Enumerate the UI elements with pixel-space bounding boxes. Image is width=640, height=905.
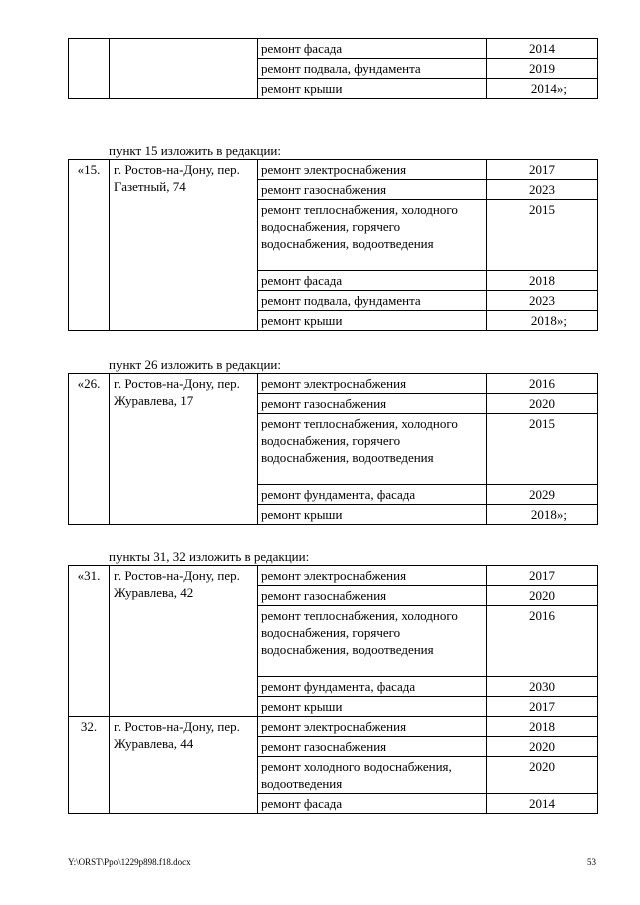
year-cell: 2014 xyxy=(487,39,598,59)
work-cell: ремонт крыши xyxy=(258,697,487,717)
work-cell: ремонт газоснабжения xyxy=(258,586,487,606)
work-cell: ремонт фасада xyxy=(258,39,487,59)
table-section-26 xyxy=(68,373,598,525)
work-cell: ремонт крыши xyxy=(258,311,487,331)
work-cell: ремонт газоснабжения xyxy=(258,737,487,757)
year-cell: 2014»; xyxy=(487,79,598,99)
table-row xyxy=(69,717,598,737)
table-row xyxy=(69,566,598,586)
work-cell: ремонт электроснабжения xyxy=(258,160,487,180)
year-cell: 2020 xyxy=(487,394,598,414)
year-cell: 2023 xyxy=(487,291,598,311)
year-cell: 2023 xyxy=(487,180,598,200)
year-cell: 2020 xyxy=(487,586,598,606)
address-cell: г. Ростов-на-Дону, пер. Газетный, 74 xyxy=(110,160,258,331)
year-cell: 2020 xyxy=(487,737,598,757)
number-cell xyxy=(69,39,110,99)
year-cell: 2018»; xyxy=(487,505,598,525)
number-cell: «15. xyxy=(69,160,110,331)
year-cell: 2029 xyxy=(487,485,598,505)
year-cell: 2017 xyxy=(487,160,598,180)
work-cell: ремонт крыши xyxy=(258,505,487,525)
year-cell: 2017 xyxy=(487,697,598,717)
work-cell: ремонт теплоснабжения, холодного водоснабжения, горячего водоснабжения, водоотведения xyxy=(258,414,487,485)
year-cell: 2018»; xyxy=(487,311,598,331)
section-31-intro: пункты 31, 32 изложить в редакции: xyxy=(109,549,310,564)
work-cell: ремонт фасада xyxy=(258,794,487,814)
year-cell: 2018 xyxy=(487,717,598,737)
work-cell: ремонт крыши xyxy=(258,79,487,99)
work-cell: ремонт фасада xyxy=(258,271,487,291)
year-cell: 2015 xyxy=(487,414,598,485)
table-continuation xyxy=(68,38,598,99)
section-15-intro: пункт 15 изложить в редакции: xyxy=(109,143,281,158)
table-row xyxy=(69,160,598,180)
address-cell xyxy=(110,39,258,99)
address-cell: г. Ростов-на-Дону, пер. Журавлева, 44 xyxy=(110,717,258,814)
work-cell: ремонт подвала, фундамента xyxy=(258,291,487,311)
table-row xyxy=(69,374,598,394)
work-cell: ремонт газоснабжения xyxy=(258,394,487,414)
year-cell: 2016 xyxy=(487,606,598,677)
section-26-intro: пункт 26 изложить в редакции: xyxy=(109,357,281,372)
address-cell: г. Ростов-на-Дону, пер. Журавлева, 17 xyxy=(110,374,258,525)
work-cell: ремонт холодного водоснабжения, водоотведения xyxy=(258,757,487,794)
table-section-31-32 xyxy=(68,565,598,814)
work-cell: ремонт электроснабжения xyxy=(258,566,487,586)
work-cell: ремонт электроснабжения xyxy=(258,717,487,737)
work-cell: ремонт теплоснабжения, холодного водоснабжения, горячего водоснабжения, водоотведения xyxy=(258,200,487,271)
work-cell: ремонт фундамента, фасада xyxy=(258,485,487,505)
year-cell: 2030 xyxy=(487,677,598,697)
number-cell: «31. xyxy=(69,566,110,717)
number-cell: «26. xyxy=(69,374,110,525)
year-cell: 2019 xyxy=(487,59,598,79)
year-cell: 2018 xyxy=(487,271,598,291)
year-cell: 2020 xyxy=(487,757,598,794)
year-cell: 2016 xyxy=(487,374,598,394)
year-cell: 2017 xyxy=(487,566,598,586)
number-cell: 32. xyxy=(69,717,110,814)
work-cell: ремонт подвала, фундамента xyxy=(258,59,487,79)
work-cell: ремонт теплоснабжения, холодного водоснабжения, горячего водоснабжения, водоотведения xyxy=(258,606,487,677)
footer-page-number: 53 xyxy=(587,857,596,867)
work-cell: ремонт электроснабжения xyxy=(258,374,487,394)
year-cell: 2014 xyxy=(487,794,598,814)
work-cell: ремонт фундамента, фасада xyxy=(258,677,487,697)
work-cell: ремонт газоснабжения xyxy=(258,180,487,200)
table-row xyxy=(69,39,598,59)
table-section-15 xyxy=(68,159,598,331)
year-cell: 2015 xyxy=(487,200,598,271)
address-cell: г. Ростов-на-Дону, пер. Журавлева, 42 xyxy=(110,566,258,717)
footer-file-path: Y:\ORST\Ppo\1229p898.f18.docx xyxy=(68,857,191,867)
